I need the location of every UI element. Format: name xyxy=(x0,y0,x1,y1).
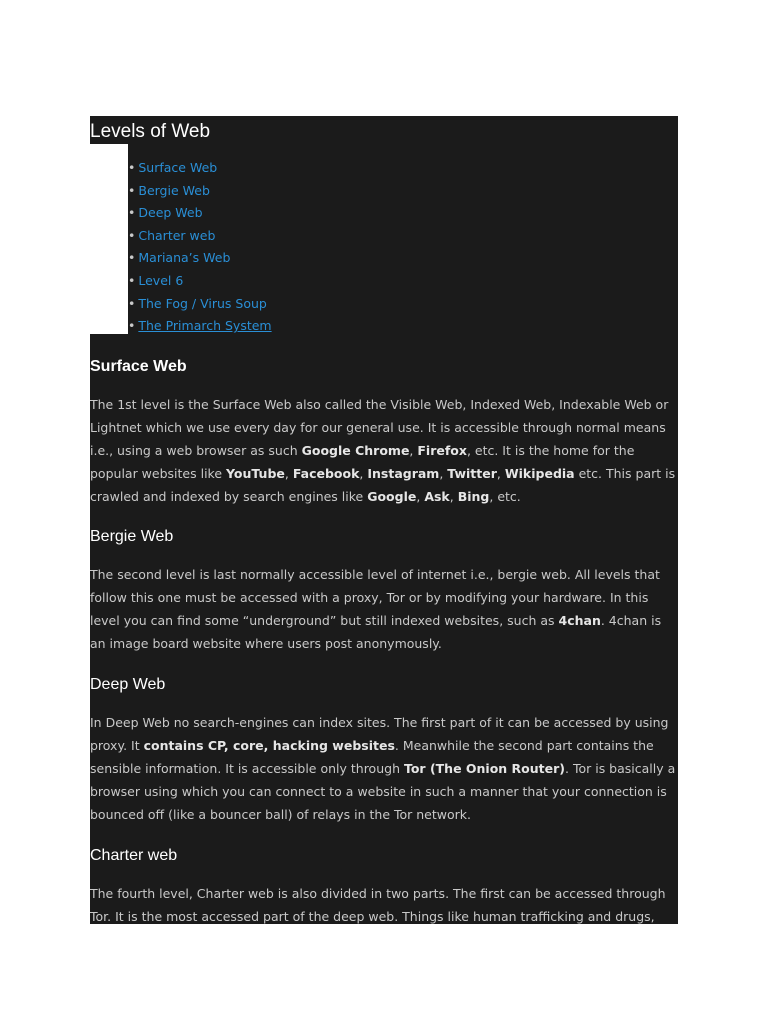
bold-run: Instagram xyxy=(367,466,440,481)
text-run: In Deep Web no search-engines can index sites. The first part of it can be accessed by using proxy. It xyxy=(90,715,669,753)
section-deep-web xyxy=(90,674,678,826)
toc-item xyxy=(128,247,272,270)
page-title: Levels of Web xyxy=(90,121,211,142)
article-panel xyxy=(90,116,678,924)
text-run: . Meanwhile the second part contains the sensible information. It is accessible only through xyxy=(90,738,654,776)
toc-item xyxy=(128,180,272,203)
section-bergie-web xyxy=(90,526,678,655)
bold-run: Google Chrome xyxy=(301,443,410,458)
bold-run: Google xyxy=(367,489,417,504)
text-run: , xyxy=(416,489,425,504)
bullet-icon: • xyxy=(128,160,136,175)
bullet-icon: • xyxy=(128,272,136,288)
text-run: , xyxy=(409,443,418,458)
section-heading: Bergie Web xyxy=(90,528,174,545)
toc-link-bergie-web[interactable]: Bergie Web xyxy=(138,182,210,198)
text-run: , xyxy=(359,466,368,481)
bold-run: Wikipedia xyxy=(504,466,575,481)
toc-link-primarch-system[interactable]: The Primarch System xyxy=(138,318,272,334)
text-run: , xyxy=(439,466,448,481)
toc-link-charter-web[interactable]: Charter web xyxy=(138,227,216,243)
text-run: , etc. xyxy=(489,489,521,504)
text-run: The second level is last normally accessible level of internet i.e., bergie web. All levels that follow this one must be accessed with a proxy, Tor or by modifying your hardware. In this level you can find some “underground” but still indexed websites, such as xyxy=(90,567,660,628)
bold-run: 4chan xyxy=(558,613,601,628)
text-run: , etc. It is the home for the popular websites like xyxy=(90,443,635,481)
bullet-icon: • xyxy=(128,250,136,266)
section-charter-web xyxy=(90,845,678,924)
section-heading: Deep Web xyxy=(90,676,166,693)
section-paragraph xyxy=(90,563,678,655)
toc-link-deep-web[interactable]: Deep Web xyxy=(138,205,203,221)
toc-item xyxy=(128,202,272,225)
table-of-contents xyxy=(128,157,272,338)
section-paragraph xyxy=(90,882,678,924)
text-run: . 4chan is an image board website where users post anonymously. xyxy=(90,613,662,651)
text-run: , xyxy=(284,466,293,481)
section-surface-web xyxy=(90,356,678,508)
section-paragraph xyxy=(90,393,678,508)
toc-item xyxy=(128,315,272,338)
bold-run: Firefox xyxy=(417,443,467,458)
toc-link-surface-web[interactable]: Surface Web xyxy=(138,160,218,175)
toc-link-marianas-web[interactable]: Mariana’s Web xyxy=(138,250,231,266)
text-run: The fourth level, Charter web is also divided in two parts. The first can be accessed through Tor. It is the most accessed part of the deep web. Things like human trafficking and drugs, xyxy=(90,886,666,924)
bullet-icon: • xyxy=(128,318,136,334)
bullet-icon: • xyxy=(128,295,136,311)
bold-run: Bing xyxy=(457,489,490,504)
bold-run: Tor (The Onion Router) xyxy=(403,761,565,776)
toc-item xyxy=(128,270,272,293)
text-run: The 1st level is the Surface Web also called the Visible Web, Indexed Web, Indexable Web or Lightnet which we use every day for our general use. It is accessible through normal means i.e., using a web browser as such xyxy=(90,397,669,458)
toc-link-fog-virus-soup[interactable]: The Fog / Virus Soup xyxy=(138,295,267,311)
bold-run: Twitter xyxy=(447,466,497,481)
toc-item xyxy=(128,225,272,248)
section-heading: Charter web xyxy=(90,847,178,864)
bold-run: YouTube xyxy=(226,466,285,481)
toc-link-level-6[interactable]: Level 6 xyxy=(138,272,184,288)
text-run: , xyxy=(449,489,458,504)
bold-run: Ask xyxy=(424,489,450,504)
bullet-icon: • xyxy=(128,182,136,198)
bullet-icon: • xyxy=(128,205,136,221)
section-paragraph xyxy=(90,711,678,826)
toc-item xyxy=(128,157,272,180)
bold-run: Facebook xyxy=(292,466,360,481)
bold-run: contains CP, core, hacking websites xyxy=(143,738,395,753)
bullet-icon: • xyxy=(128,227,136,243)
text-run: etc. This part is crawled and indexed by search engines like xyxy=(90,466,676,504)
text-run: . Tor is basically a browser using which you can connect to a website in such a manner that your connection is bounced off (like a bouncer ball) of relays in the Tor network. xyxy=(90,761,676,822)
text-run: , xyxy=(496,466,505,481)
toc-item xyxy=(128,293,272,316)
section-heading: Surface Web xyxy=(90,358,187,375)
toc-margin-block xyxy=(90,144,128,334)
